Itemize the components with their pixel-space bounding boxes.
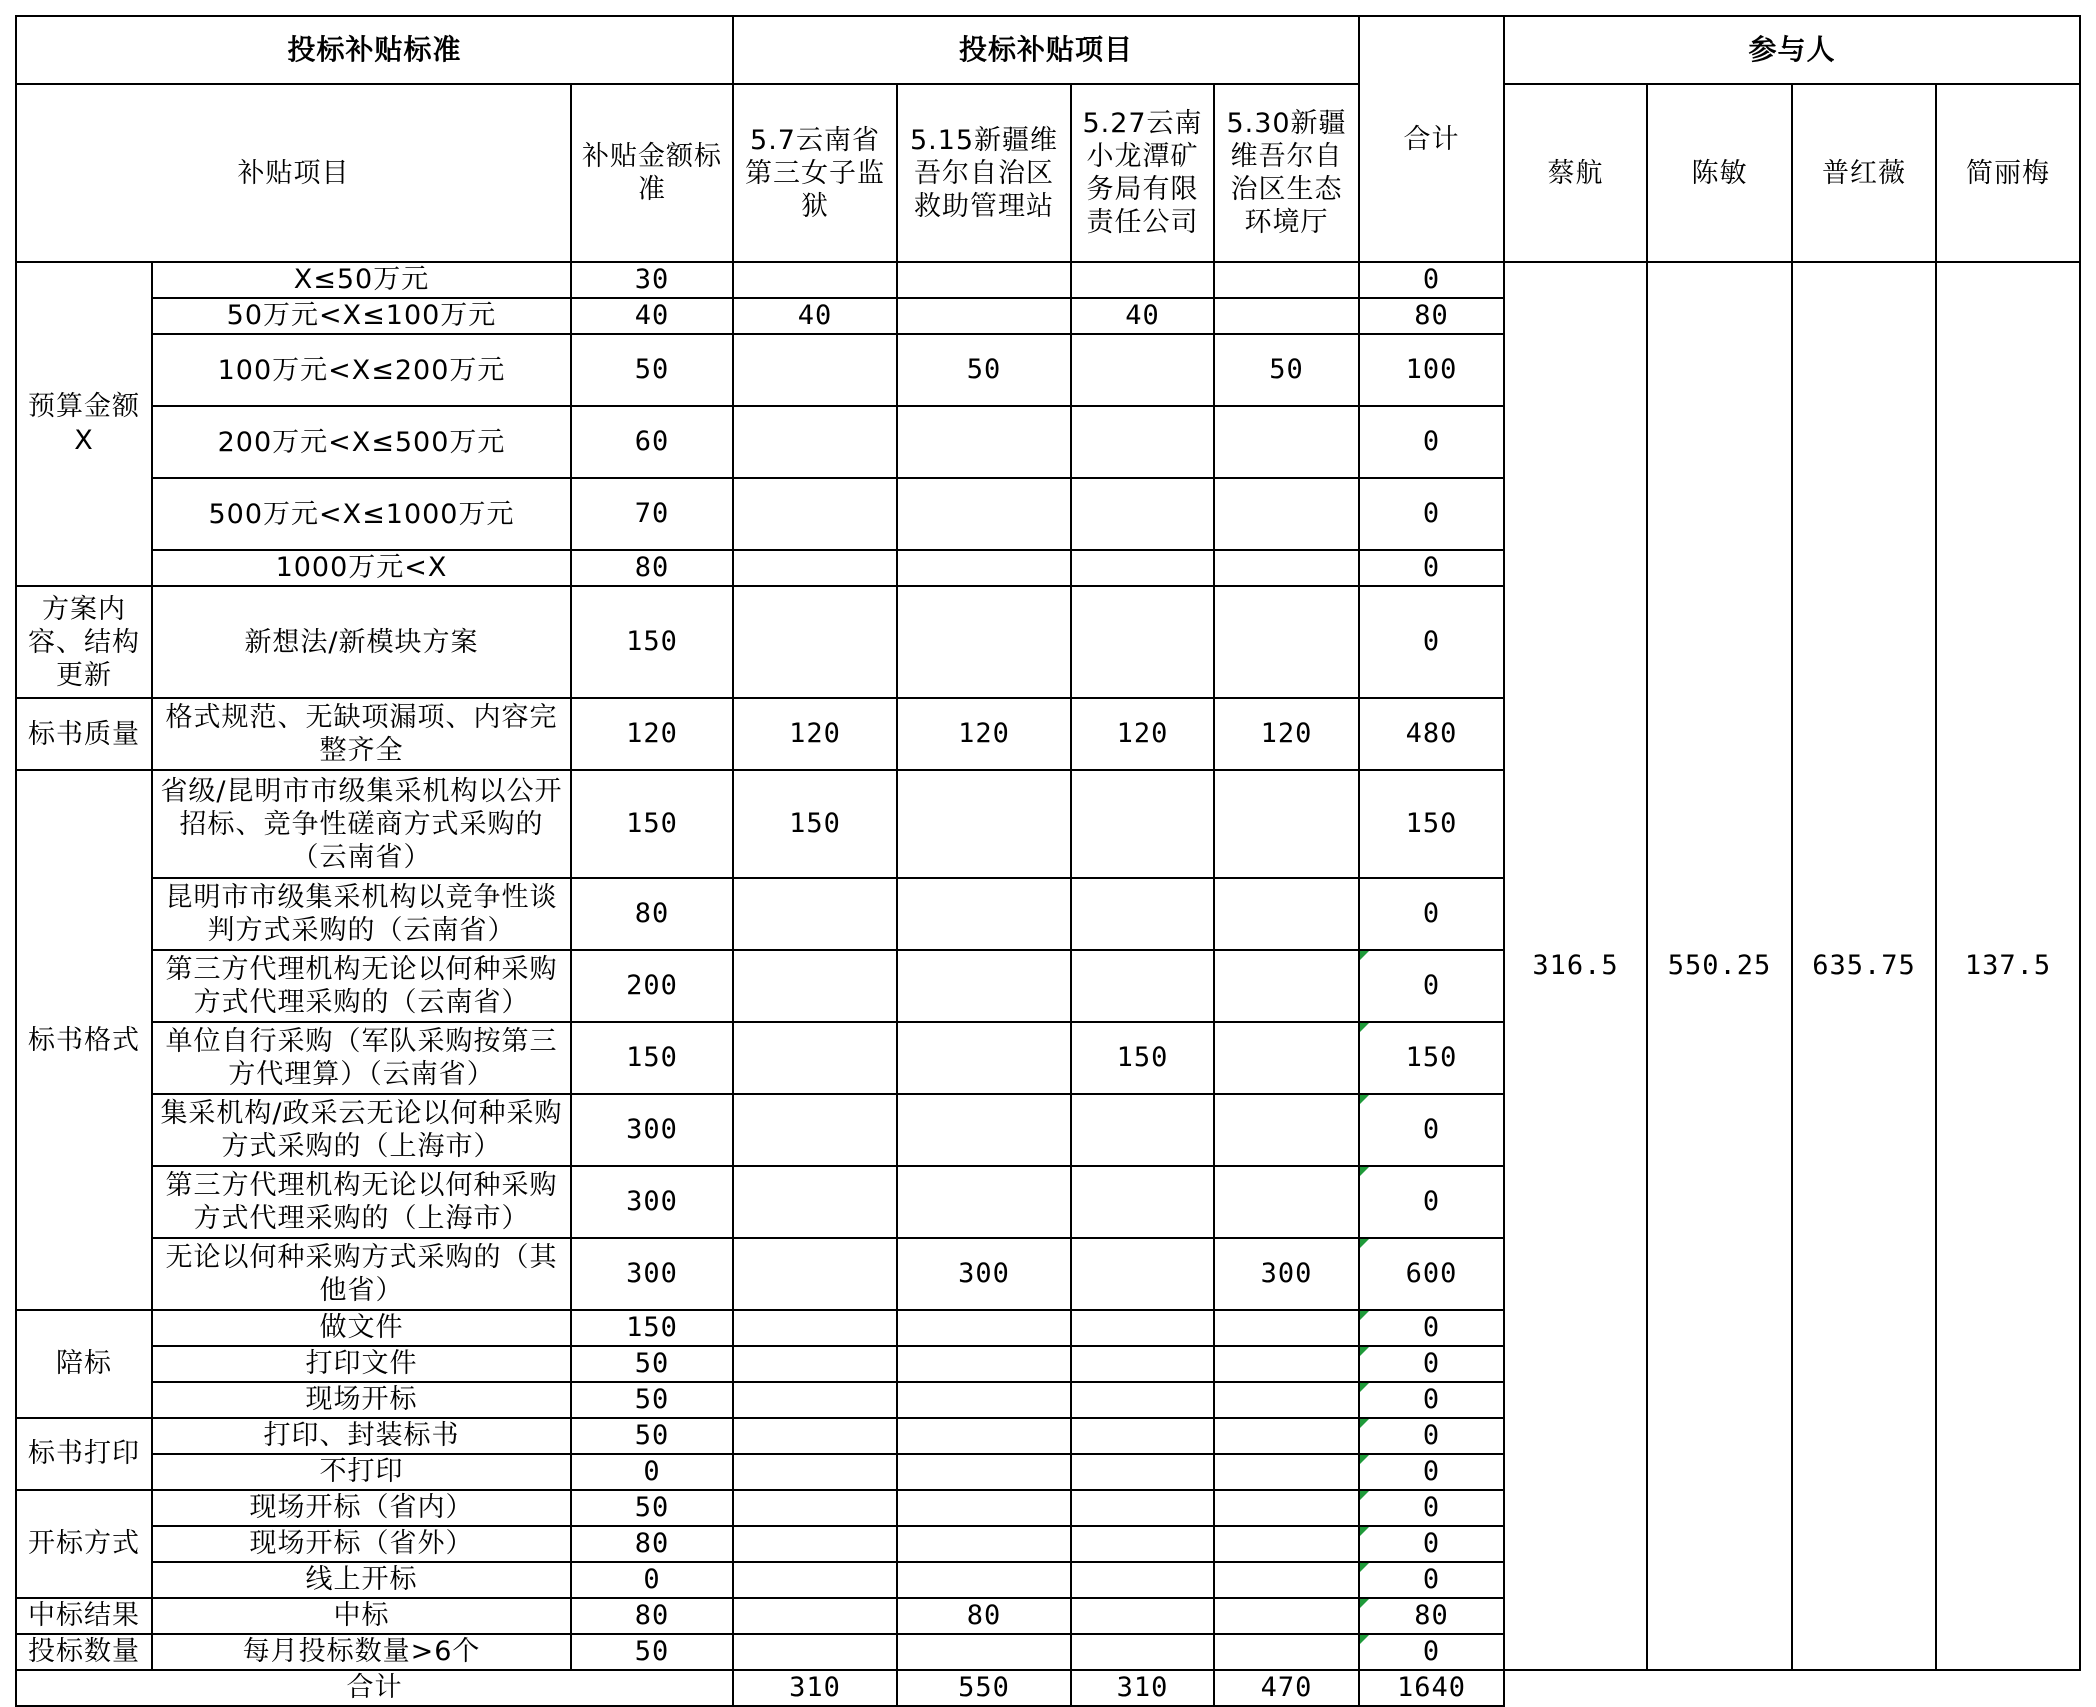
participants-title: 参与人	[1504, 16, 2080, 84]
project-value	[733, 1022, 897, 1094]
project-value	[1214, 1562, 1359, 1598]
table-row	[16, 262, 2080, 298]
project-value	[1214, 406, 1359, 478]
project-value	[897, 1346, 1071, 1382]
row-total: 100	[1359, 334, 1504, 406]
project-value	[733, 1598, 897, 1634]
project-value	[897, 1634, 1071, 1670]
row-amount: 50	[571, 1418, 733, 1454]
project-value	[733, 950, 897, 1022]
project-value	[733, 1094, 897, 1166]
participant-value: 137.5	[1936, 262, 2080, 1670]
row-amount: 40	[571, 298, 733, 334]
project-header: 5.7云南省第三女子监狱	[733, 84, 897, 262]
row-item: 第三方代理机构无论以何种采购方式代理采购的（云南省）	[152, 950, 571, 1022]
row-item: 无论以何种采购方式采购的（其他省）	[152, 1238, 571, 1310]
project-value	[1071, 1094, 1214, 1166]
row-item: 线上开标	[152, 1562, 571, 1598]
row-amount: 80	[571, 1526, 733, 1562]
project-value: 150	[733, 770, 897, 878]
project-value	[733, 1490, 897, 1526]
row-amount: 200	[571, 950, 733, 1022]
group-label: 陪标	[16, 1310, 152, 1418]
row-item: 集采机构/政采云无论以何种采购方式采购的（上海市）	[152, 1094, 571, 1166]
participant-name: 普红薇	[1792, 84, 1936, 262]
row-amount: 0	[571, 1454, 733, 1490]
project-value	[1214, 1022, 1359, 1094]
row-total: 0	[1359, 1346, 1504, 1382]
project-value	[1071, 1526, 1214, 1562]
row-item: 单位自行采购（军队采购按第三方代理算）（云南省）	[152, 1022, 571, 1094]
row-amount: 150	[571, 1022, 733, 1094]
row-total: 0	[1359, 878, 1504, 950]
project-value	[897, 298, 1071, 334]
project-value: 120	[1071, 698, 1214, 770]
row-amount: 50	[571, 334, 733, 406]
project-value	[897, 950, 1071, 1022]
footer-row	[16, 1670, 2080, 1706]
project-value	[897, 878, 1071, 950]
row-item: 200万元<X≤500万元	[152, 406, 571, 478]
row-item: 打印文件	[152, 1346, 571, 1382]
project-value	[1071, 1562, 1214, 1598]
group-label: 方案内容、结构更新	[16, 586, 152, 698]
participant-name: 简丽梅	[1936, 84, 2080, 262]
project-value	[1214, 1166, 1359, 1238]
project-value	[1214, 1418, 1359, 1454]
participant-value: 635.75	[1792, 262, 1936, 1670]
project-value	[1214, 1310, 1359, 1346]
row-item: 500万元<X≤1000万元	[152, 478, 571, 550]
project-value	[1071, 262, 1214, 298]
item-header: 补贴项目	[16, 84, 571, 262]
project-value	[733, 1454, 897, 1490]
project-header: 5.15新疆维吾尔自治区救助管理站	[897, 84, 1071, 262]
participant-value: 316.5	[1504, 262, 1647, 1670]
project-value	[733, 1526, 897, 1562]
project-value	[1071, 478, 1214, 550]
row-amount: 300	[571, 1166, 733, 1238]
project-value	[897, 1382, 1071, 1418]
row-item: 做文件	[152, 1310, 571, 1346]
project-value	[1071, 1346, 1214, 1382]
project-value	[733, 878, 897, 950]
group-label: 标书打印	[16, 1418, 152, 1490]
row-amount: 50	[571, 1634, 733, 1670]
project-value	[1071, 1310, 1214, 1346]
row-total: 0	[1359, 1634, 1504, 1670]
project-value	[1214, 1598, 1359, 1634]
group-label: 预算金额X	[16, 262, 152, 586]
project-value	[1071, 1634, 1214, 1670]
project-value	[733, 550, 897, 586]
project-value	[1071, 406, 1214, 478]
row-total: 0	[1359, 1166, 1504, 1238]
project-value	[1214, 586, 1359, 698]
row-amount: 80	[571, 878, 733, 950]
project-header: 5.27云南小龙潭矿务局有限责任公司	[1071, 84, 1214, 262]
total-header: 合计	[1359, 16, 1504, 262]
row-amount: 150	[571, 586, 733, 698]
project-value: 40	[1071, 298, 1214, 334]
project-value	[897, 1310, 1071, 1346]
participant-name: 蔡航	[1504, 84, 1647, 262]
project-value	[1214, 298, 1359, 334]
project-value	[1071, 1382, 1214, 1418]
project-value	[897, 1094, 1071, 1166]
project-value	[1071, 1166, 1214, 1238]
row-total: 0	[1359, 1094, 1504, 1166]
project-value: 40	[733, 298, 897, 334]
project-value	[733, 586, 897, 698]
project-value	[1071, 1490, 1214, 1526]
project-value	[897, 550, 1071, 586]
row-item: 格式规范、无缺项漏项、内容完整齐全	[152, 698, 571, 770]
footer-gap	[1504, 1670, 2080, 1706]
project-value: 80	[897, 1598, 1071, 1634]
row-item: 50万元<X≤100万元	[152, 298, 571, 334]
project-value	[897, 1418, 1071, 1454]
project-header: 5.30新疆维吾尔自治区生态环境厅	[1214, 84, 1359, 262]
project-value	[897, 1454, 1071, 1490]
project-value	[733, 334, 897, 406]
row-amount: 60	[571, 406, 733, 478]
project-value	[897, 1166, 1071, 1238]
project-value	[1214, 1094, 1359, 1166]
project-value	[1071, 1238, 1214, 1310]
project-value	[1214, 1526, 1359, 1562]
row-total: 80	[1359, 298, 1504, 334]
project-value	[1214, 1382, 1359, 1418]
project-value	[897, 1490, 1071, 1526]
projects-title: 投标补贴项目	[733, 16, 1359, 84]
project-value	[733, 1418, 897, 1454]
row-item: X≤50万元	[152, 262, 571, 298]
row-item: 新想法/新模块方案	[152, 586, 571, 698]
row-total: 0	[1359, 406, 1504, 478]
project-value	[1071, 550, 1214, 586]
project-value	[897, 478, 1071, 550]
row-total: 0	[1359, 1562, 1504, 1598]
project-value	[1071, 1454, 1214, 1490]
project-value	[1071, 878, 1214, 950]
row-amount: 50	[571, 1382, 733, 1418]
group-label: 开标方式	[16, 1490, 152, 1598]
row-item: 现场开标（省外）	[152, 1526, 571, 1562]
project-value	[733, 1562, 897, 1598]
project-value	[1214, 478, 1359, 550]
project-value	[733, 1634, 897, 1670]
project-value	[1214, 1454, 1359, 1490]
project-value	[733, 406, 897, 478]
row-total: 0	[1359, 1382, 1504, 1418]
row-total: 0	[1359, 550, 1504, 586]
row-total: 0	[1359, 1454, 1504, 1490]
row-total: 480	[1359, 698, 1504, 770]
row-amount: 150	[571, 770, 733, 878]
footer-value: 310	[1071, 1670, 1214, 1706]
project-value	[733, 262, 897, 298]
row-item: 不打印	[152, 1454, 571, 1490]
project-value	[733, 1238, 897, 1310]
project-value	[897, 262, 1071, 298]
row-amount: 50	[571, 1490, 733, 1526]
row-total: 0	[1359, 262, 1504, 298]
footer-value: 310	[733, 1670, 897, 1706]
project-value: 300	[1214, 1238, 1359, 1310]
project-value	[733, 1166, 897, 1238]
participant-name: 陈敏	[1647, 84, 1792, 262]
row-total: 0	[1359, 1310, 1504, 1346]
row-total: 0	[1359, 950, 1504, 1022]
row-item: 现场开标	[152, 1382, 571, 1418]
project-value	[733, 1310, 897, 1346]
project-value	[1071, 770, 1214, 878]
row-total: 0	[1359, 1526, 1504, 1562]
row-item: 打印、封装标书	[152, 1418, 571, 1454]
row-amount: 30	[571, 262, 733, 298]
project-value: 150	[1071, 1022, 1214, 1094]
row-item: 每月投标数量>6个	[152, 1634, 571, 1670]
footer-total: 1640	[1359, 1670, 1504, 1706]
row-amount: 150	[571, 1310, 733, 1346]
row-item: 昆明市市级集采机构以竞争性谈判方式采购的（云南省）	[152, 878, 571, 950]
group-label: 中标结果	[16, 1598, 152, 1634]
subsidy-table	[15, 15, 2081, 1707]
project-value	[1214, 1490, 1359, 1526]
project-value	[733, 1346, 897, 1382]
project-value	[897, 1526, 1071, 1562]
project-value	[1071, 586, 1214, 698]
project-value: 50	[897, 334, 1071, 406]
group-label: 标书质量	[16, 698, 152, 770]
footer-value: 550	[897, 1670, 1071, 1706]
project-value	[733, 1382, 897, 1418]
row-amount: 300	[571, 1094, 733, 1166]
row-amount: 0	[571, 1562, 733, 1598]
project-value	[1071, 1418, 1214, 1454]
row-item: 第三方代理机构无论以何种采购方式代理采购的（上海市）	[152, 1166, 571, 1238]
project-value	[1071, 950, 1214, 1022]
row-item: 1000万元<X	[152, 550, 571, 586]
row-item: 省级/昆明市市级集采机构以公开招标、竞争性磋商方式采购的（云南省）	[152, 770, 571, 878]
row-amount: 80	[571, 550, 733, 586]
group-label: 标书格式	[16, 770, 152, 1310]
project-value: 120	[1214, 698, 1359, 770]
row-total: 600	[1359, 1238, 1504, 1310]
row-total: 0	[1359, 1418, 1504, 1454]
project-value	[1214, 770, 1359, 878]
standard-title: 投标补贴标准	[16, 16, 733, 84]
project-value: 120	[897, 698, 1071, 770]
project-value: 50	[1214, 334, 1359, 406]
project-value	[1214, 950, 1359, 1022]
row-total: 150	[1359, 770, 1504, 878]
project-value	[1214, 1634, 1359, 1670]
project-value	[897, 586, 1071, 698]
header-row-1	[16, 16, 2080, 84]
footer-value: 470	[1214, 1670, 1359, 1706]
project-value: 120	[733, 698, 897, 770]
project-value	[1071, 334, 1214, 406]
row-total: 150	[1359, 1022, 1504, 1094]
project-value	[1214, 550, 1359, 586]
row-item: 100万元<X≤200万元	[152, 334, 571, 406]
project-value: 300	[897, 1238, 1071, 1310]
amount-header: 补贴金额标准	[571, 84, 733, 262]
row-item: 中标	[152, 1598, 571, 1634]
row-total: 0	[1359, 586, 1504, 698]
row-amount: 50	[571, 1346, 733, 1382]
header-row-2	[16, 84, 2080, 262]
project-value	[897, 1022, 1071, 1094]
project-value	[1071, 1598, 1214, 1634]
row-amount: 120	[571, 698, 733, 770]
project-value	[1214, 262, 1359, 298]
row-amount: 300	[571, 1238, 733, 1310]
row-amount: 80	[571, 1598, 733, 1634]
row-item: 现场开标（省内）	[152, 1490, 571, 1526]
footer-label: 合计	[16, 1670, 733, 1706]
project-value	[1214, 878, 1359, 950]
group-label: 投标数量	[16, 1634, 152, 1670]
project-value	[1214, 1346, 1359, 1382]
project-value	[733, 478, 897, 550]
project-value	[897, 770, 1071, 878]
row-total: 80	[1359, 1598, 1504, 1634]
row-total: 0	[1359, 478, 1504, 550]
row-total: 0	[1359, 1490, 1504, 1526]
participant-value: 550.25	[1647, 262, 1792, 1670]
project-value	[897, 1562, 1071, 1598]
row-amount: 70	[571, 478, 733, 550]
project-value	[897, 406, 1071, 478]
